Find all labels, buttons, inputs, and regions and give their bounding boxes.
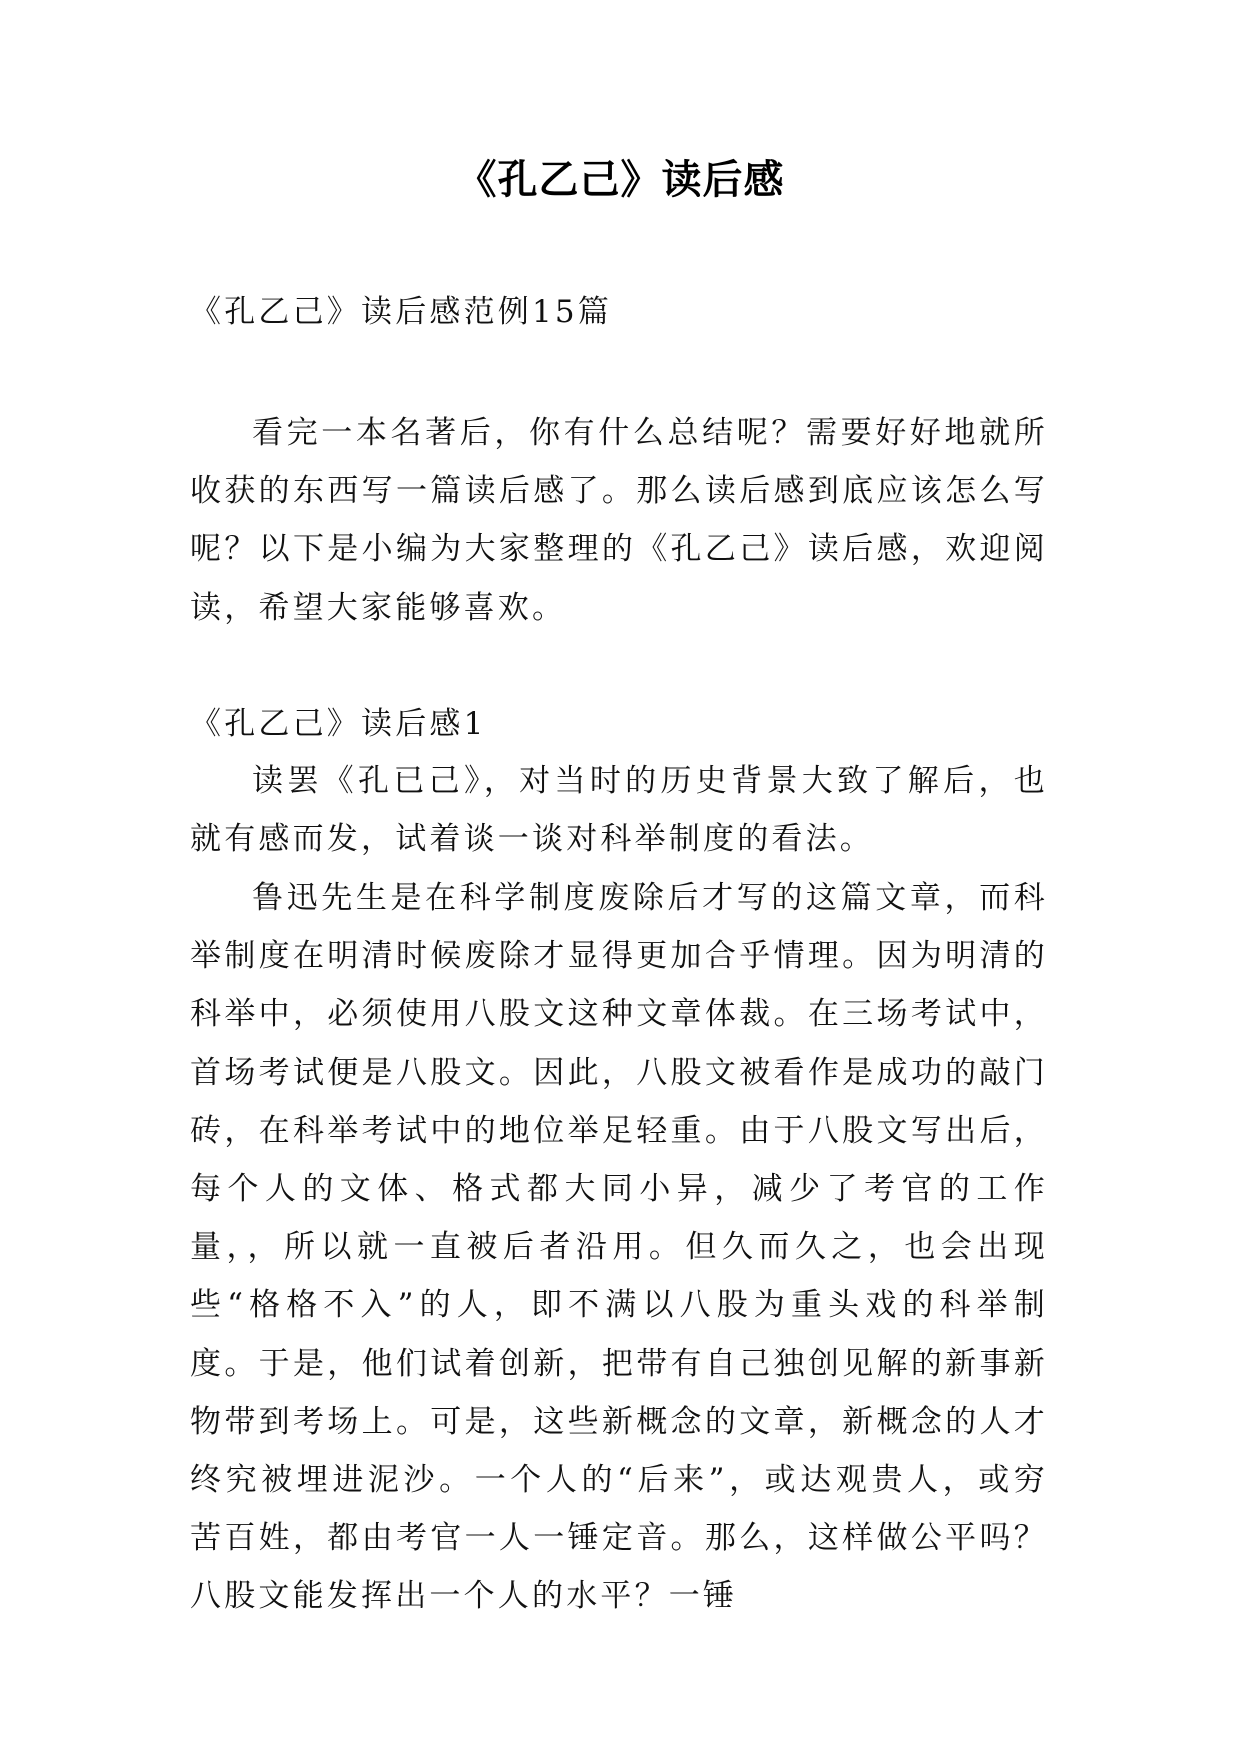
body-paragraph: 鲁迅先生是在科学制度废除后才写的这篇文章，而科举制度在明清时候废除才显得更加合乎情理。因为明清的科举中，必须使用八股文这种文章体裁。在三场考试中，首场考试便是八股文。因此，八股文被看作是成功的敲门砖，在科举考试中的地位举足轻重。由于八股文写出后，每个人的文体、格式都大同小异，减少了考官的工作量，，所以就一直被后者沿用。但久而久之，也会出现些“格格不入”的人，即不满以八股为重头戏的科举制度。于是，他们试着创新，把带有自己独创见解的新事新物带到考场上。可是，这些新概念的文章，新概念的人才终究被埋进泥沙。一个人的“后来”，或达观贵人，或穷苦百姓，都由考官一人一锤定音。那么，这样做公平吗？八股文能发挥出一个人的水平？一锤 [190,880,1048,1615]
document-subtitle: 《孔乙己》读后感范例15篇 [190,294,613,330]
section-heading: 《孔乙己》读后感1 [190,706,487,742]
intro-paragraph: 看完一本名著后，你有什么总结呢？需要好好地就所收获的东西写一篇读后感了。那么读后感到底应该怎么写呢？以下是小编为大家整理的《孔乙己》读后感，欢迎阅读，希望大家能够喜欢。 [190,415,1048,626]
body-paragraph: 读罢《孔已己》，对当时的历史背景大致了解后，也就有感而发，试着谈一谈对科举制度的看法。 [190,763,1048,858]
document-title: 《孔乙己》读后感 [456,157,785,203]
